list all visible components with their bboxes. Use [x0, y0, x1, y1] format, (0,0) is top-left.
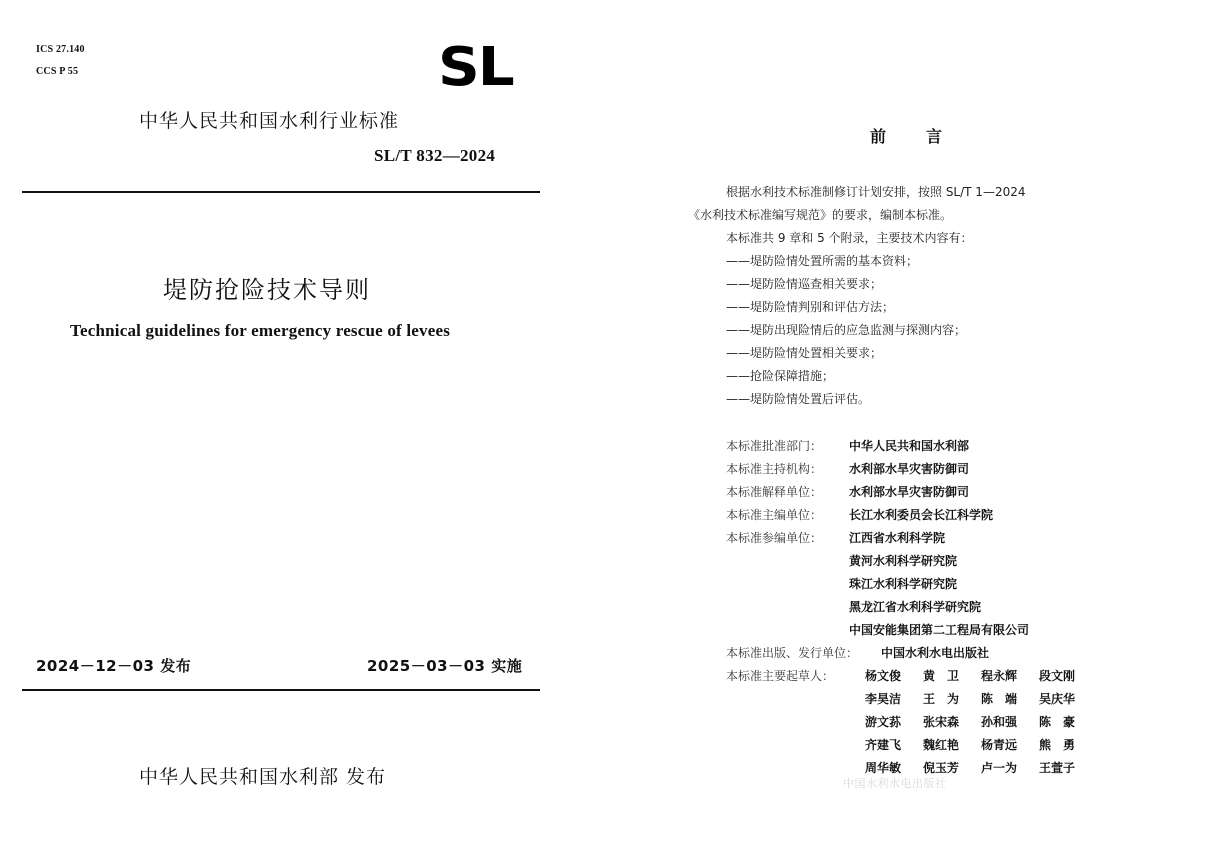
approving-dept-value: 中华人民共和国水利部 [849, 439, 970, 453]
list-item: ——堤防险情处置相关要求； [726, 346, 883, 360]
drafter-name: 黄 卫 [923, 669, 960, 683]
host-org-label: 本标准主持机构： [726, 462, 823, 476]
drafter-name: 魏红艳 [923, 738, 960, 752]
bottom-divider [22, 689, 540, 691]
participant-unit: 黑龙江省水利科学研究院 [849, 600, 982, 614]
list-item: ——堤防险情处置后评估。 [726, 392, 871, 406]
participants-label: 本标准参编单位： [726, 531, 823, 545]
intro-line-1: 根据水利技术标准制修订计划安排，按照 SL/T 1—2024 [726, 185, 1026, 199]
publisher-watermark: 中国水利水电出版社 [843, 777, 947, 790]
drafters-row [865, 690, 1097, 707]
participant-unit: 黄河水利科学研究院 [849, 554, 958, 568]
drafter-name: 卢一为 [981, 761, 1018, 775]
approving-dept-label: 本标准批准部门： [726, 439, 823, 453]
drafter-name: 程永辉 [981, 669, 1018, 683]
publisher-value: 中国水利水电出版社 [881, 646, 990, 660]
drafters-row [865, 759, 1097, 776]
drafter-name: 杨文俊 [865, 669, 902, 683]
drafter-name: 游文荪 [865, 715, 902, 729]
drafter-name: 陈 端 [981, 692, 1018, 706]
host-org-value: 水利部水旱灾害防御司 [849, 462, 970, 476]
standard-number: SL/T 832—2024 [374, 146, 496, 165]
list-item: ——堤防险情巡查相关要求； [726, 277, 883, 291]
drafter-name: 周华敏 [865, 761, 902, 775]
drafters-label: 本标准主要起草人： [726, 669, 835, 683]
cover-page [0, 0, 560, 866]
drafter-name: 王 为 [923, 692, 960, 706]
title-chinese: 堤防抢险技术导则 [163, 276, 371, 304]
drafter-name: 齐建飞 [865, 738, 902, 752]
top-divider [22, 191, 540, 193]
issuing-authority: 中华人民共和国水利部 发布 [139, 766, 387, 788]
chief-editor-value: 长江水利委员会长江科学院 [849, 508, 994, 522]
implementation-date: 2025－03－03 实施 [367, 657, 523, 675]
foreword-heading: 前言 [870, 127, 983, 146]
drafter-name: 李昊洁 [865, 692, 902, 706]
drafters-row [865, 736, 1097, 753]
list-item: ——抢险保障措施； [726, 369, 835, 383]
drafters-row [865, 667, 1097, 684]
drafter-name: 孙和强 [981, 715, 1018, 729]
list-item: ——堤防险情处置所需的基本资料； [726, 254, 919, 268]
sl-logo: SL [438, 35, 513, 98]
summary-line: 本标准共 9 章和 5 个附录，主要技术内容有： [726, 231, 973, 245]
drafter-name: 张宋森 [923, 715, 960, 729]
intro-line-2: 《水利技术标准编写规范》的要求，编制本标准。 [688, 208, 953, 222]
list-item: ——堤防险情判别和评估方法； [726, 300, 895, 314]
drafter-name: 杨青远 [981, 738, 1018, 752]
title-english: Technical guidelines for emergency rescue of levees [70, 321, 451, 340]
drafter-name: 吴庆华 [1039, 692, 1076, 706]
industry-standard-title: 中华人民共和国水利行业标准 [139, 110, 400, 132]
drafter-name: 倪玉芳 [923, 761, 960, 775]
chief-editor-label: 本标准主编单位： [726, 508, 823, 522]
list-item: ——堤防出现险情后的应急监测与探测内容； [726, 323, 967, 337]
participant-unit: 江西省水利科学院 [849, 531, 946, 545]
ics-code: ICS 27.140 [36, 44, 85, 55]
ccs-code: CCS P 55 [36, 66, 79, 77]
interpret-org-value: 水利部水旱灾害防御司 [849, 485, 970, 499]
participant-unit: 珠江水利科学研究院 [849, 577, 958, 591]
publisher-label: 本标准出版、发行单位： [726, 646, 859, 660]
interpret-org-label: 本标准解释单位： [726, 485, 823, 499]
drafter-name: 段文刚 [1039, 669, 1076, 683]
drafters-row [865, 713, 1097, 730]
participant-unit: 中国安能集团第二工程局有限公司 [849, 623, 1030, 637]
issue-date: 2024－12－03 发布 [36, 657, 192, 675]
drafter-name: 王萱子 [1039, 761, 1076, 775]
drafter-name: 熊 勇 [1039, 738, 1076, 752]
drafter-name: 陈 豪 [1039, 715, 1076, 729]
foreword-page [600, 0, 1216, 866]
